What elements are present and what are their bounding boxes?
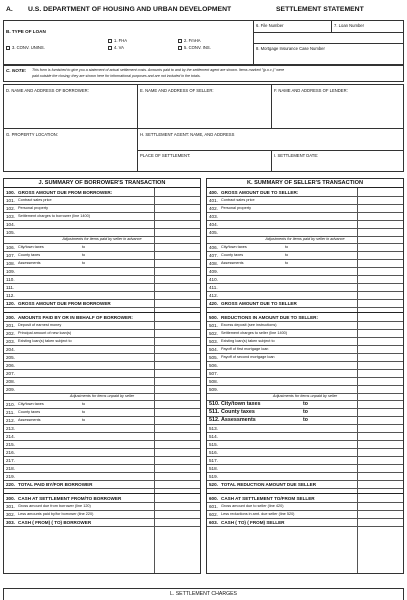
line-description: Less amounts paid by/for borrower (line 220) [18,511,94,516]
line-item-400[interactable] [207,188,403,196]
line-number: 410. [209,276,218,282]
loan-option-fmha[interactable]: 2. FmHA [178,38,201,43]
line-number: 105. [6,229,15,235]
line-item-215[interactable] [4,440,200,448]
line-number: 104. [6,221,15,227]
line-number: 411. [209,284,218,290]
adjustments-caption: Adjustments for items paid by seller in advance [62,237,142,241]
line-item-512[interactable] [207,416,403,424]
period-to-label: to [82,401,86,406]
checkbox-icon[interactable] [178,46,182,50]
line-description: Gross amount due to seller (line 420) [221,503,284,508]
period-to-label: to [82,260,86,265]
line-number: 406. [209,244,218,250]
line-number: 420. [209,300,218,306]
line-item-208[interactable] [4,377,200,385]
row-divider [4,307,200,308]
line-number: 218. [6,465,15,471]
line-number: 204. [6,346,15,352]
line-number: 217. [6,457,15,463]
line-number: 500. [209,314,218,320]
line-item-401[interactable] [207,196,403,204]
line-item-205[interactable] [4,353,200,361]
loan-option-va[interactable]: 4. VA [108,45,124,50]
line-number: 220. [6,481,15,487]
line-item-204[interactable] [4,345,200,353]
line-item-110[interactable] [4,275,200,283]
line-item-504[interactable] [207,345,403,353]
line-item-603[interactable] [207,518,403,526]
line-description: TOTAL REDUCTION AMOUNT DUE SELLER [221,481,317,487]
line-number: 506. [209,362,218,368]
line-number: 215. [6,441,15,447]
period-to-label: to [303,408,308,415]
line-item-519[interactable] [207,472,403,480]
line-number: 508. [209,378,218,384]
line-number: 501. [209,322,218,328]
note-label: C. NOTE: [6,68,27,73]
settlement-agent-field[interactable]: H. SETTLEMENT AGENT: NAME, AND ADDRESS [140,132,235,137]
period-to-label: to [285,252,289,257]
line-item-201[interactable] [4,321,200,329]
line-number: 504. [209,346,218,352]
line-description: Assessments [18,260,41,265]
line-item-214[interactable] [4,432,200,440]
line-item-100[interactable] [4,188,200,196]
line-item-513[interactable] [207,424,403,432]
line-description: Personal property [18,205,48,210]
line-number: 211. [6,409,15,415]
line-number: 408. [209,260,218,266]
line-item-109[interactable] [4,267,200,275]
borrower-summary-title: J. SUMMARY OF BORROWER'S TRANSACTION [4,179,200,188]
loan-number-field[interactable]: 7. Loan Number [334,23,365,28]
line-item-211[interactable] [4,408,200,416]
line-description: GROSS AMOUNT DUE FROM BORROWER [18,300,111,306]
line-item-403[interactable] [207,212,403,220]
line-number: 219. [6,473,15,479]
line-number: 400. [209,189,218,195]
line-number: 111. [6,284,15,290]
line-item-220[interactable] [4,480,200,488]
line-number: 101. [6,197,15,203]
line-description: GROSS AMOUNT DUE TO SELLER: [221,189,299,195]
line-item-206[interactable] [4,361,200,369]
note-text-line1: This form is furnished to give you a statement of actual settlement costs. Amounts paid to and by the settlement agent are shown. Items marked "(p.o.c.)" were [32,68,285,72]
line-description: Contract sales price [221,197,255,202]
line-description: County taxes [18,409,41,414]
line-item-508[interactable] [207,377,403,385]
line-number: 100. [6,189,15,195]
line-number: 602. [209,511,218,517]
line-number: 112. [6,292,15,298]
note-text-line2: paid outside the closing; they are shown here for informational purposes and are not included in the totals. [32,74,201,78]
line-number: 405. [209,229,218,235]
period-to-label: to [285,244,289,249]
line-number: 106. [6,244,15,250]
line-item-112[interactable] [4,291,200,299]
line-item-600[interactable] [207,494,403,502]
line-number: 407. [209,252,218,258]
line-number: 503. [209,338,218,344]
line-number: 412. [209,292,218,298]
agency-title: U.S. DEPARTMENT OF HOUSING AND URBAN DEVELOPMENT [28,6,232,13]
line-item-402[interactable] [207,204,403,212]
line-item-514[interactable] [207,432,403,440]
line-number: 520. [209,481,218,487]
line-number: 509. [209,386,218,392]
line-number: 510. [209,400,220,407]
line-description: County taxes [18,252,41,257]
line-item-111[interactable] [4,283,200,291]
line-item-300[interactable] [4,494,200,502]
line-item-104[interactable] [4,220,200,228]
line-description: Principal amount of new loan(s) [18,330,72,335]
line-item-120[interactable] [4,299,200,307]
line-number: 513. [209,425,218,431]
line-item-200[interactable] [4,313,200,321]
line-number: 300. [6,495,15,501]
line-item-520[interactable] [207,480,403,488]
line-item-209[interactable] [4,385,200,393]
loan-option-conv-ins[interactable]: 5. CONV. INS. [178,45,211,50]
line-item-210[interactable] [4,400,200,408]
row-divider [4,526,200,527]
line-item-406[interactable] [207,243,403,251]
borrower-summary [3,178,201,574]
line-number: 600. [209,495,218,501]
line-description: City/town taxes [221,400,261,407]
line-item-302[interactable] [4,510,200,518]
line-number: 403. [209,213,218,219]
place-of-settlement-field[interactable]: PLACE OF SETTLEMENT: [140,153,191,158]
line-description: Deposit of earnest money [18,322,62,327]
line-number: 109. [6,268,15,274]
line-item-219[interactable] [4,472,200,480]
line-number: 212. [6,417,15,423]
line-number: 216. [6,449,15,455]
line-description: TOTAL PAID BY/FOR BORROWER [18,481,93,487]
checkbox-icon[interactable] [108,46,112,50]
adjustments-caption: Adjustments for items paid by seller in advance [265,237,345,241]
row-divider [207,307,403,308]
line-number: 515. [209,441,218,447]
line-description: County taxes [221,408,255,415]
line-item-202[interactable] [4,329,200,337]
seller-summary [206,178,404,574]
checkbox-icon[interactable] [6,46,10,50]
line-item-500[interactable] [207,313,403,321]
line-item-203[interactable] [4,337,200,345]
line-description: CASH AT SETTLEMENT TO/FROM SELLER [221,495,315,501]
line-number: 213. [6,425,15,431]
adjustments-caption: Adjustments for items unpaid by seller [69,394,135,398]
line-number: 514. [209,433,218,439]
line-item-301[interactable] [4,502,200,510]
line-description: Contract sales price [18,197,52,202]
line-item-216[interactable] [4,448,200,456]
line-item-516[interactable] [207,448,403,456]
line-number: 517. [209,457,218,463]
row-divider [207,488,403,489]
line-description: Settlement charges to borrower (line 1400) [18,213,90,218]
checkbox-icon[interactable] [178,39,182,43]
seller-summary-title: K. SUMMARY OF SELLER'S TRANSACTION [207,179,403,188]
line-item-501[interactable] [207,321,403,329]
line-description: Assessments [221,416,256,423]
line-item-502[interactable] [207,329,403,337]
period-to-label: to [303,416,308,423]
line-number: 205. [6,354,15,360]
line-item-101[interactable] [4,196,200,204]
line-number: 601. [209,503,218,509]
seller-name-field[interactable]: E. NAME AND ADDRESS OF SELLER: [140,88,214,93]
period-to-label: to [285,260,289,265]
line-item-108[interactable] [4,259,200,267]
line-number: 516. [209,449,218,455]
line-item-407[interactable] [207,251,403,259]
line-number: 103. [6,213,15,219]
line-item-409[interactable] [207,267,403,275]
line-item-404[interactable] [207,220,403,228]
line-number: 206. [6,362,15,368]
adjustments-caption: Adjustments for items unpaid by seller [272,394,338,398]
line-item-408[interactable] [207,259,403,267]
line-number: 210. [6,401,15,407]
line-item-503[interactable] [207,337,403,345]
line-item-506[interactable] [207,361,403,369]
line-number: 402. [209,205,218,211]
line-number: 511. [209,408,220,415]
line-item-515[interactable] [207,440,403,448]
line-item-517[interactable] [207,456,403,464]
line-number: 108. [6,260,15,266]
line-description: Existing loan(s) taken subject to [221,338,275,343]
line-description: County taxes [221,252,244,257]
line-number: 107. [6,252,15,258]
file-number-field[interactable]: 6. File Number [256,23,284,28]
line-number: 603. [209,519,218,525]
line-item-102[interactable] [4,204,200,212]
property-location-field[interactable]: G. PROPERTY LOCATION: [6,132,58,137]
line-item-411[interactable] [207,283,403,291]
line-description: City/town taxes [18,401,44,406]
line-number: 512. [209,416,220,423]
section-letter-a: A. [6,6,13,13]
line-item-420[interactable] [207,299,403,307]
line-number: 505. [209,354,218,360]
line-description: Settlement charges to seller (line 1400) [221,330,288,335]
line-description: City/town taxes [221,244,247,249]
line-description: GROSS AMOUNT DUE FROM BORROWER: [18,189,113,195]
line-number: 120. [6,300,15,306]
line-item-601[interactable] [207,502,403,510]
line-number: 518. [209,465,218,471]
line-description: AMOUNTS PAID BY OR IN BEHALF OF BORROWER: [18,314,133,320]
settlement-date-field[interactable]: I. SETTLEMENT DATE: [274,153,319,158]
line-description: Assessments [18,417,41,422]
line-item-518[interactable] [207,464,403,472]
mortgage-insurance-field[interactable]: 8. Mortgage Insurance Case Number [256,46,325,51]
line-number: 209. [6,386,15,392]
line-number: 507. [209,370,218,376]
line-number: 302. [6,511,15,517]
line-number: 201. [6,322,15,328]
line-number: 519. [209,473,218,479]
line-item-303[interactable] [4,518,200,526]
borrower-name-field[interactable]: D. NAME AND ADDRESS OF BORROWER: [6,88,89,93]
line-description: Existing loan(s) taken subject to [18,338,72,343]
form-title: SETTLEMENT STATEMENT [276,6,364,13]
line-item-410[interactable] [207,275,403,283]
line-item-602[interactable] [207,510,403,518]
line-description: Payoff of first mortgage loan [221,346,269,351]
line-description: Excess deposit (see instructions) [221,322,277,327]
line-item-105[interactable] [4,228,200,236]
line-number: 200. [6,314,15,320]
line-number: 203. [6,338,15,344]
lender-name-field[interactable]: F. NAME AND ADDRESS OF LENDER: [274,88,348,93]
line-description: GROSS AMOUNT DUE TO SELLER [221,300,297,306]
line-number: 301. [6,503,15,509]
checkbox-icon[interactable] [108,39,112,43]
line-item-107[interactable] [4,251,200,259]
loan-option-conv-unins[interactable]: 3. CONV. UNINS. [6,45,45,50]
line-item-213[interactable] [4,424,200,432]
line-item-217[interactable] [4,456,200,464]
line-description: Personal property [221,205,251,210]
period-to-label: to [82,244,86,249]
line-number: 502. [209,330,218,336]
line-description: CASH ( FROM) ( TO) BORROWER [18,519,92,525]
line-item-103[interactable] [4,212,200,220]
line-description: CASH ( TO) ( FROM) SELLER [221,519,285,525]
line-number: 102. [6,205,15,211]
line-description: CASH AT SETTLEMENT FROM/TO BORROWER [18,495,122,501]
row-divider [207,526,403,527]
line-item-412[interactable] [207,291,403,299]
line-number: 214. [6,433,15,439]
settlement-charges-title: L. SETTLEMENT CHARGES [169,591,238,597]
line-number: 208. [6,378,15,384]
line-number: 303. [6,519,15,525]
line-number: 404. [209,221,218,227]
line-item-106[interactable] [4,243,200,251]
line-item-405[interactable] [207,228,403,236]
line-number: 409. [209,268,218,274]
period-to-label: to [82,417,86,422]
line-number: 401. [209,197,218,203]
line-item-212[interactable] [4,416,200,424]
line-item-511[interactable] [207,408,403,416]
line-description: REDUCTIONS IN AMOUNT DUE TO SELLER: [221,314,318,320]
line-description: Less reductions in amt. due seller (line 520) [221,511,295,516]
line-item-218[interactable] [4,464,200,472]
line-item-510[interactable] [207,400,403,408]
line-item-505[interactable] [207,353,403,361]
line-description: Assessments [221,260,244,265]
type-of-loan-label: B. TYPE OF LOAN [6,29,46,34]
period-to-label: to [82,252,86,257]
line-number: 207. [6,370,15,376]
line-description: Payoff of second mortgage loan [221,354,275,359]
period-to-label: to [82,409,86,414]
line-description: Gross amount due from borrower (line 120) [18,503,91,508]
period-to-label: to [303,400,308,407]
loan-option-fha[interactable]: 1. FHA [108,38,127,43]
line-number: 202. [6,330,15,336]
line-description: City/town taxes [18,244,44,249]
row-divider [4,488,200,489]
line-item-207[interactable] [4,369,200,377]
line-number: 110. [6,276,15,282]
line-item-509[interactable] [207,385,403,393]
line-item-507[interactable] [207,369,403,377]
